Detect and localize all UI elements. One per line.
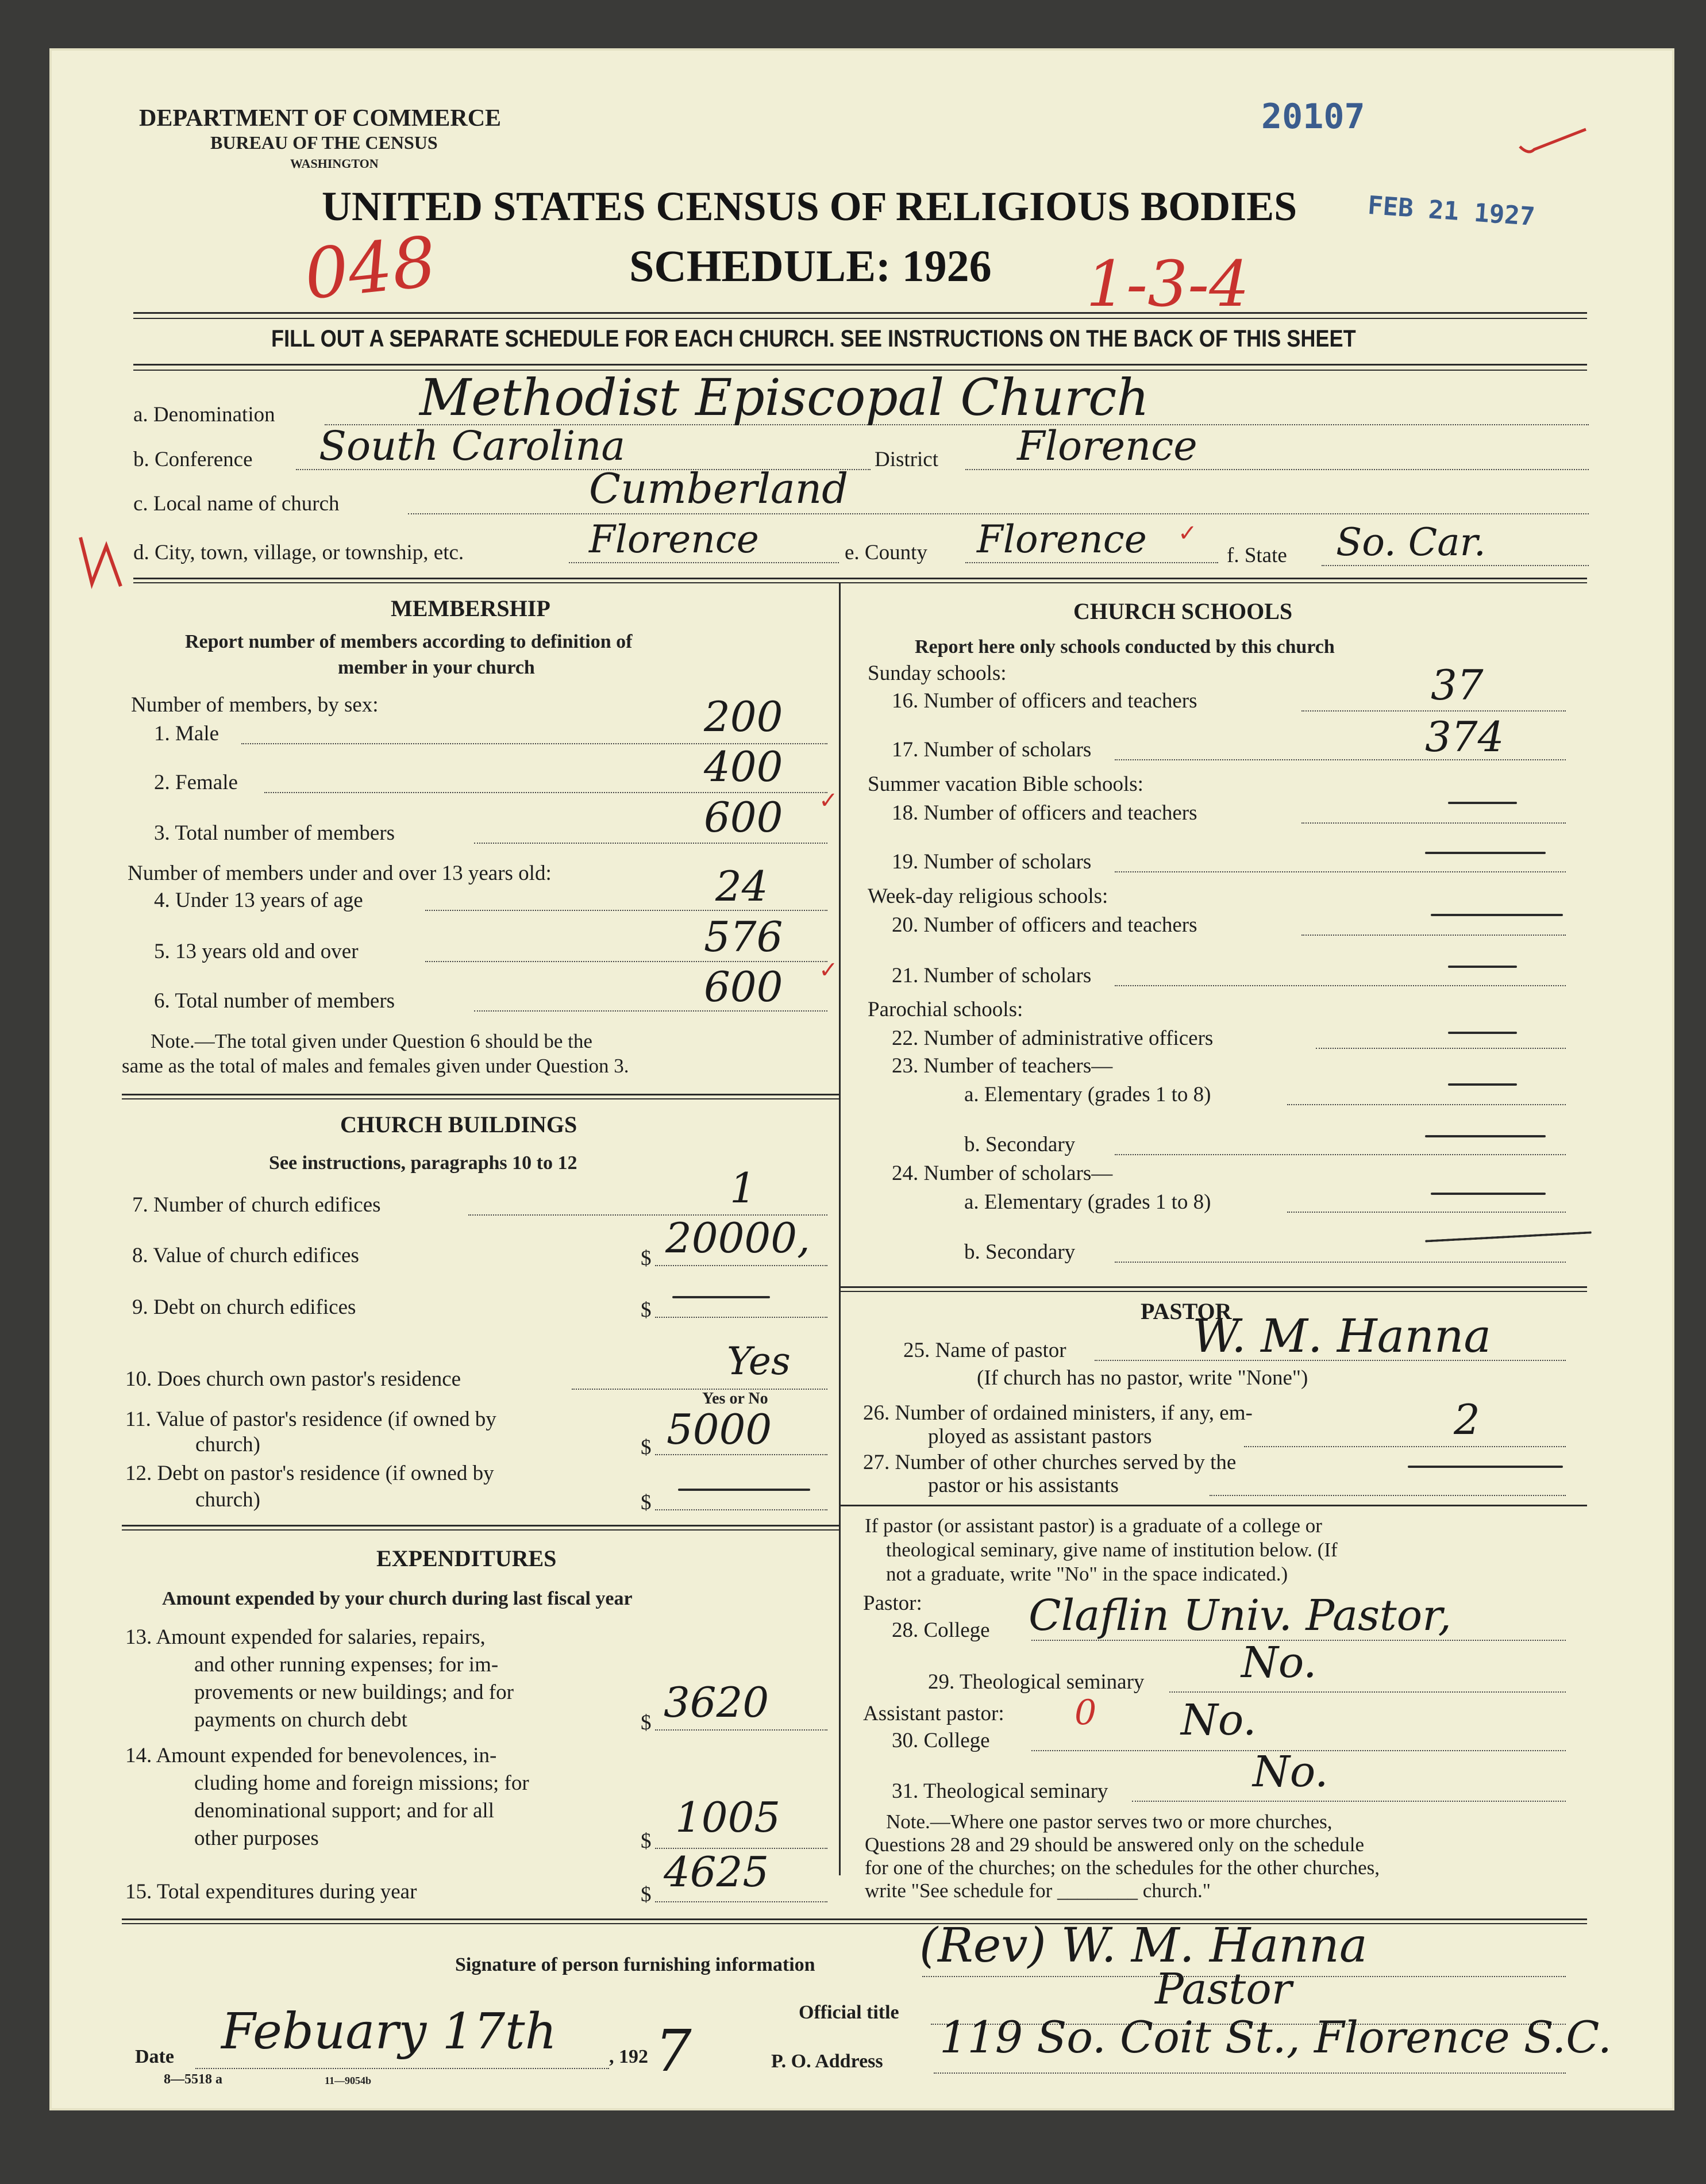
q9-dollar: $	[641, 1298, 652, 1322]
q18-dash	[1448, 802, 1517, 804]
official-title-value: Pastor	[1155, 1964, 1292, 2014]
conference-label: b. Conference	[133, 448, 253, 471]
schools-rule	[839, 1286, 1587, 1288]
q14-label-3: denominational support; and for all	[194, 1799, 494, 1822]
q13-line	[655, 1729, 827, 1731]
date-value: Febuary 17th	[221, 2003, 557, 2060]
q12-dash	[678, 1489, 810, 1491]
pastor-heading: PASTOR	[1141, 1298, 1232, 1324]
q3-line	[474, 843, 827, 844]
city-value: Florence	[589, 517, 759, 562]
q11-value: 5000	[667, 1405, 772, 1454]
q26-label-2: ployed as assistant pastors	[928, 1425, 1152, 1448]
department-name: DEPARTMENT OF COMMERCE	[139, 105, 502, 132]
q26-line	[1244, 1446, 1566, 1447]
po-address-line	[934, 2073, 1566, 2074]
q21-label: 21. Number of scholars	[892, 964, 1092, 987]
q9-label: 9. Debt on church edifices	[132, 1295, 356, 1319]
q16-label: 16. Number of officers and teachers	[892, 689, 1197, 713]
column-divider	[839, 582, 841, 1875]
signature-value: (Rev) W. M. Hanna	[919, 1918, 1368, 1973]
q27-dash	[1408, 1466, 1563, 1468]
received-date-stamp: FEB 21 1927	[1366, 190, 1536, 232]
q29-label: 29. Theological seminary	[928, 1670, 1145, 1694]
q31-label: 31. Theological seminary	[892, 1779, 1108, 1803]
q9-line	[655, 1317, 827, 1318]
bureau-name: BUREAU OF THE CENSUS	[210, 132, 438, 153]
state-label: f. State	[1227, 544, 1287, 567]
q19-dash	[1425, 852, 1546, 854]
county-label: e. County	[845, 541, 927, 564]
q9-dash	[672, 1296, 770, 1298]
q16-value: 37	[1431, 661, 1484, 709]
q30-value: No.	[1181, 1695, 1257, 1745]
header-rule-top-2	[133, 318, 1587, 319]
q31-line	[1132, 1801, 1566, 1802]
denomination-value: Methodist Episcopal Church	[419, 368, 1149, 427]
q27-label-1: 27. Number of other churches served by the	[863, 1451, 1237, 1474]
conference-value: South Carolina	[319, 422, 626, 470]
official-title-label: Official title	[799, 2002, 899, 2023]
q12-dollar: $	[641, 1491, 652, 1514]
pastor-note-2: Questions 28 and 29 should be answered only on the schedule	[865, 1833, 1365, 1856]
city-line	[569, 562, 839, 563]
sunday-schools-label: Sunday schools:	[868, 662, 1007, 685]
q4-value: 24	[715, 862, 768, 910]
q2-value: 400	[704, 743, 783, 791]
assistant-pastor-subheading: Assistant pastor:	[863, 1702, 1004, 1725]
q13-dollar: $	[641, 1711, 652, 1735]
state-line	[1322, 565, 1589, 566]
q13-label-1: 13. Amount expended for salaries, repairs,	[125, 1625, 486, 1649]
membership-note-2: same as the total of males and females given under Question 3.	[122, 1055, 629, 1077]
q5-label: 5. 13 years old and over	[154, 940, 359, 963]
q7-value: 1	[730, 1164, 756, 1212]
q24a-dash	[1431, 1193, 1546, 1195]
q14-label-2: cluding home and foreign missions; for	[194, 1771, 529, 1795]
form-number-2: 11—9054b	[325, 2075, 372, 2086]
q22-line	[1316, 1048, 1566, 1049]
q23a-dash	[1448, 1083, 1517, 1086]
q13-label-4: payments on church debt	[194, 1708, 407, 1732]
q14-dollar: $	[641, 1829, 652, 1853]
q1-label: 1. Male	[154, 722, 219, 745]
q29-line	[1169, 1691, 1566, 1693]
bureau-city: WASHINGTON	[290, 156, 379, 171]
q6-label: 6. Total number of members	[154, 989, 395, 1013]
q26-label-1: 26. Number of ordained ministers, if any, em-	[863, 1401, 1253, 1425]
q14-value: 1005	[675, 1793, 781, 1841]
pastor-note-4: write "See schedule for ________ church."	[865, 1879, 1211, 1902]
q25-note: (If church has no pastor, write "None")	[977, 1366, 1308, 1390]
q13-value: 3620	[664, 1678, 769, 1727]
form-subtitle: SCHEDULE: 1926	[629, 241, 992, 291]
q11-line	[655, 1454, 827, 1455]
yes-or-no-hint: Yes or No	[702, 1390, 768, 1408]
q24b-line	[1115, 1262, 1566, 1263]
q3-label: 3. Total number of members	[154, 821, 395, 845]
q17-value: 374	[1425, 713, 1504, 761]
q8-value: 20000,	[665, 1214, 810, 1262]
q23b-line	[1115, 1154, 1566, 1155]
local-name-value: Cumberland	[589, 464, 849, 513]
year-prefix: , 192	[609, 2046, 648, 2067]
q19-label: 19. Number of scholars	[892, 850, 1092, 874]
schools-rule-2	[839, 1291, 1587, 1292]
q28-value: Claflin Univ. Pastor,	[1029, 1591, 1451, 1640]
red-check-mark	[1517, 124, 1592, 158]
q5-line	[425, 961, 827, 962]
q18-label: 18. Number of officers and teachers	[892, 801, 1197, 825]
buildings-rule	[122, 1525, 839, 1527]
state-value: So. Car.	[1336, 520, 1486, 564]
membership-sub-1: Report number of members according to definition of	[185, 631, 633, 652]
q10-value: Yes	[727, 1339, 791, 1383]
parochial-schools-label: Parochial schools:	[868, 998, 1023, 1021]
stamp-number: 20107	[1261, 97, 1365, 137]
pastor-subheading: Pastor:	[863, 1591, 922, 1615]
q28-label: 28. College	[892, 1618, 990, 1642]
signature-label: Signature of person furnishing information	[455, 1954, 815, 1975]
q27-label-2: pastor or his assistants	[928, 1474, 1119, 1497]
q25-value: W. M. Hanna	[1192, 1309, 1492, 1363]
q22-label: 22. Number of administrative officers	[892, 1026, 1214, 1050]
schools-sub: Report here only schools conducted by this church	[915, 636, 1335, 657]
date-label: Date	[135, 2046, 174, 2067]
expenditures-sub: Amount expended by your church during last fiscal year	[162, 1588, 633, 1609]
weekday-schools-label: Week-day religious schools:	[868, 885, 1108, 908]
q13-label-3: provements or new buildings; and for	[194, 1681, 514, 1704]
pastor-note-1: Note.—Where one pastor serves two or more churches,	[886, 1810, 1333, 1833]
q8-dollar: $	[641, 1247, 652, 1270]
q15-value: 4625	[664, 1848, 769, 1896]
denomination-label: a. Denomination	[133, 403, 275, 426]
q20-label: 20. Number of officers and teachers	[892, 913, 1197, 937]
buildings-rule-2	[122, 1529, 839, 1531]
q20-line	[1301, 935, 1566, 936]
q18-line	[1301, 822, 1566, 824]
q24b-label: b. Secondary	[964, 1240, 1076, 1264]
buildings-heading: CHURCH BUILDINGS	[340, 1112, 577, 1137]
graduate-instruction-2: theological seminary, give name of institution below. (If	[886, 1539, 1338, 1561]
form-number: 8—5518 a	[164, 2072, 222, 2087]
red-zero-mark: 0	[1075, 1693, 1097, 1733]
membership-heading: MEMBERSHIP	[391, 595, 550, 621]
q10-line	[572, 1389, 827, 1390]
q12-line	[655, 1509, 827, 1510]
q23-label: 23. Number of teachers—	[892, 1054, 1113, 1078]
red-code: 048	[301, 222, 440, 316]
county-value: Florence	[977, 517, 1147, 562]
q23b-dash	[1425, 1135, 1546, 1137]
red-u-mark	[75, 529, 126, 592]
q15-line	[655, 1901, 827, 1902]
q31-value: No.	[1253, 1747, 1328, 1797]
q16-line	[1301, 710, 1566, 712]
q23a-line	[1287, 1104, 1566, 1105]
summer-schools-label: Summer vacation Bible schools:	[868, 772, 1143, 796]
membership-rule	[122, 1094, 839, 1095]
county-line	[965, 562, 1218, 563]
graduate-instruction-1: If pastor (or assistant pastor) is a graduate of a college or	[865, 1514, 1322, 1537]
q29-value: No.	[1241, 1638, 1317, 1687]
local-name-label: c. Local name of church	[133, 492, 340, 516]
q13-label-2: and other running expenses; for im-	[194, 1653, 499, 1677]
city-label: d. City, town, village, or township, etc.	[133, 541, 464, 564]
membership-note-1: Note.—The total given under Question 6 should be the	[151, 1030, 592, 1052]
fill-out-instruction: FILL OUT A SEPARATE SCHEDULE FOR EACH CHURCH. SEE INSTRUCTIONS ON THE BACK OF THIS SHEET	[271, 325, 1356, 352]
q12-label-1: 12. Debt on pastor's residence (if owned by	[125, 1462, 494, 1485]
q11-label-1: 11. Value of pastor's residence (if owned by	[125, 1408, 496, 1431]
expenditures-heading: EXPENDITURES	[376, 1545, 557, 1571]
po-address-label: P. O. Address	[771, 2051, 883, 2072]
q4-label: 4. Under 13 years of age	[154, 889, 363, 912]
q6-value: 600	[704, 963, 783, 1011]
header-rule-top	[133, 312, 1587, 314]
red-code-2: 1-3-4	[1086, 247, 1250, 321]
q24a-label: a. Elementary (grades 1 to 8)	[964, 1190, 1211, 1214]
q24-label: 24. Number of scholars—	[892, 1162, 1113, 1185]
q22-dash	[1448, 1032, 1517, 1034]
q11-dollar: $	[641, 1436, 652, 1459]
q23b-label: b. Secondary	[964, 1133, 1076, 1156]
q11-label-2: church)	[195, 1433, 260, 1456]
q30-label: 30. College	[892, 1729, 990, 1752]
age-label: Number of members under and over 13 years old:	[128, 862, 552, 885]
graduate-instruction-3: not a graduate, write "No" in the space indicated.)	[886, 1563, 1288, 1585]
q19-line	[1115, 871, 1566, 872]
schools-heading: CHURCH SCHOOLS	[1073, 598, 1293, 624]
q14-label-4: other purposes	[194, 1827, 319, 1850]
q26-value: 2	[1454, 1395, 1480, 1444]
q6-check-mark: ✓	[819, 957, 838, 983]
q25-label: 25. Name of pastor	[903, 1339, 1066, 1362]
district-value: Florence	[1017, 422, 1197, 470]
q1-value: 200	[704, 693, 783, 741]
q27-line	[1210, 1495, 1566, 1496]
q14-label-1: 14. Amount expended for benevolences, in-	[125, 1744, 497, 1767]
membership-sub-2: member in your church	[338, 657, 535, 678]
buildings-sub: See instructions, paragraphs 10 to 12	[269, 1152, 577, 1174]
q15-dollar: $	[641, 1883, 652, 1906]
pastor-note-3: for one of the churches; on the schedules for the other churches,	[865, 1856, 1380, 1879]
q5-value: 576	[704, 913, 783, 961]
date-line	[195, 2068, 609, 2069]
form-title: UNITED STATES CENSUS OF RELIGIOUS BODIES	[322, 183, 1297, 229]
q7-label: 7. Number of church edifices	[132, 1193, 381, 1217]
q3-check-mark: ✓	[819, 787, 838, 814]
district-label: District	[875, 448, 938, 471]
membership-rule-2	[122, 1098, 839, 1099]
members-by-sex-label: Number of members, by sex:	[131, 693, 379, 717]
q23a-label: a. Elementary (grades 1 to 8)	[964, 1083, 1211, 1106]
local-name-line	[408, 513, 1589, 514]
q2-label: 2. Female	[154, 771, 238, 794]
po-address-value: 119 So. Coit St., Florence S.C.	[939, 2012, 1612, 2063]
q17-label: 17. Number of scholars	[892, 738, 1092, 762]
q3-value: 600	[704, 793, 783, 841]
pastor-rule	[839, 1505, 1587, 1506]
county-check-mark: ✓	[1178, 520, 1197, 547]
q12-label-2: church)	[195, 1488, 260, 1512]
year-value: 7	[655, 2017, 692, 2085]
q24a-line	[1287, 1212, 1566, 1213]
header-rule-bottom	[133, 364, 1587, 366]
q10-label: 10. Does church own pastor's residence	[125, 1367, 461, 1391]
q8-line	[655, 1265, 827, 1266]
q21-dash	[1448, 966, 1517, 968]
section-rule-2	[133, 582, 1587, 583]
section-rule	[133, 578, 1587, 579]
q15-label: 15. Total expenditures during year	[125, 1880, 417, 1904]
q20-dash	[1431, 914, 1563, 916]
q8-label: 8. Value of church edifices	[132, 1244, 359, 1267]
q21-line	[1115, 985, 1566, 986]
